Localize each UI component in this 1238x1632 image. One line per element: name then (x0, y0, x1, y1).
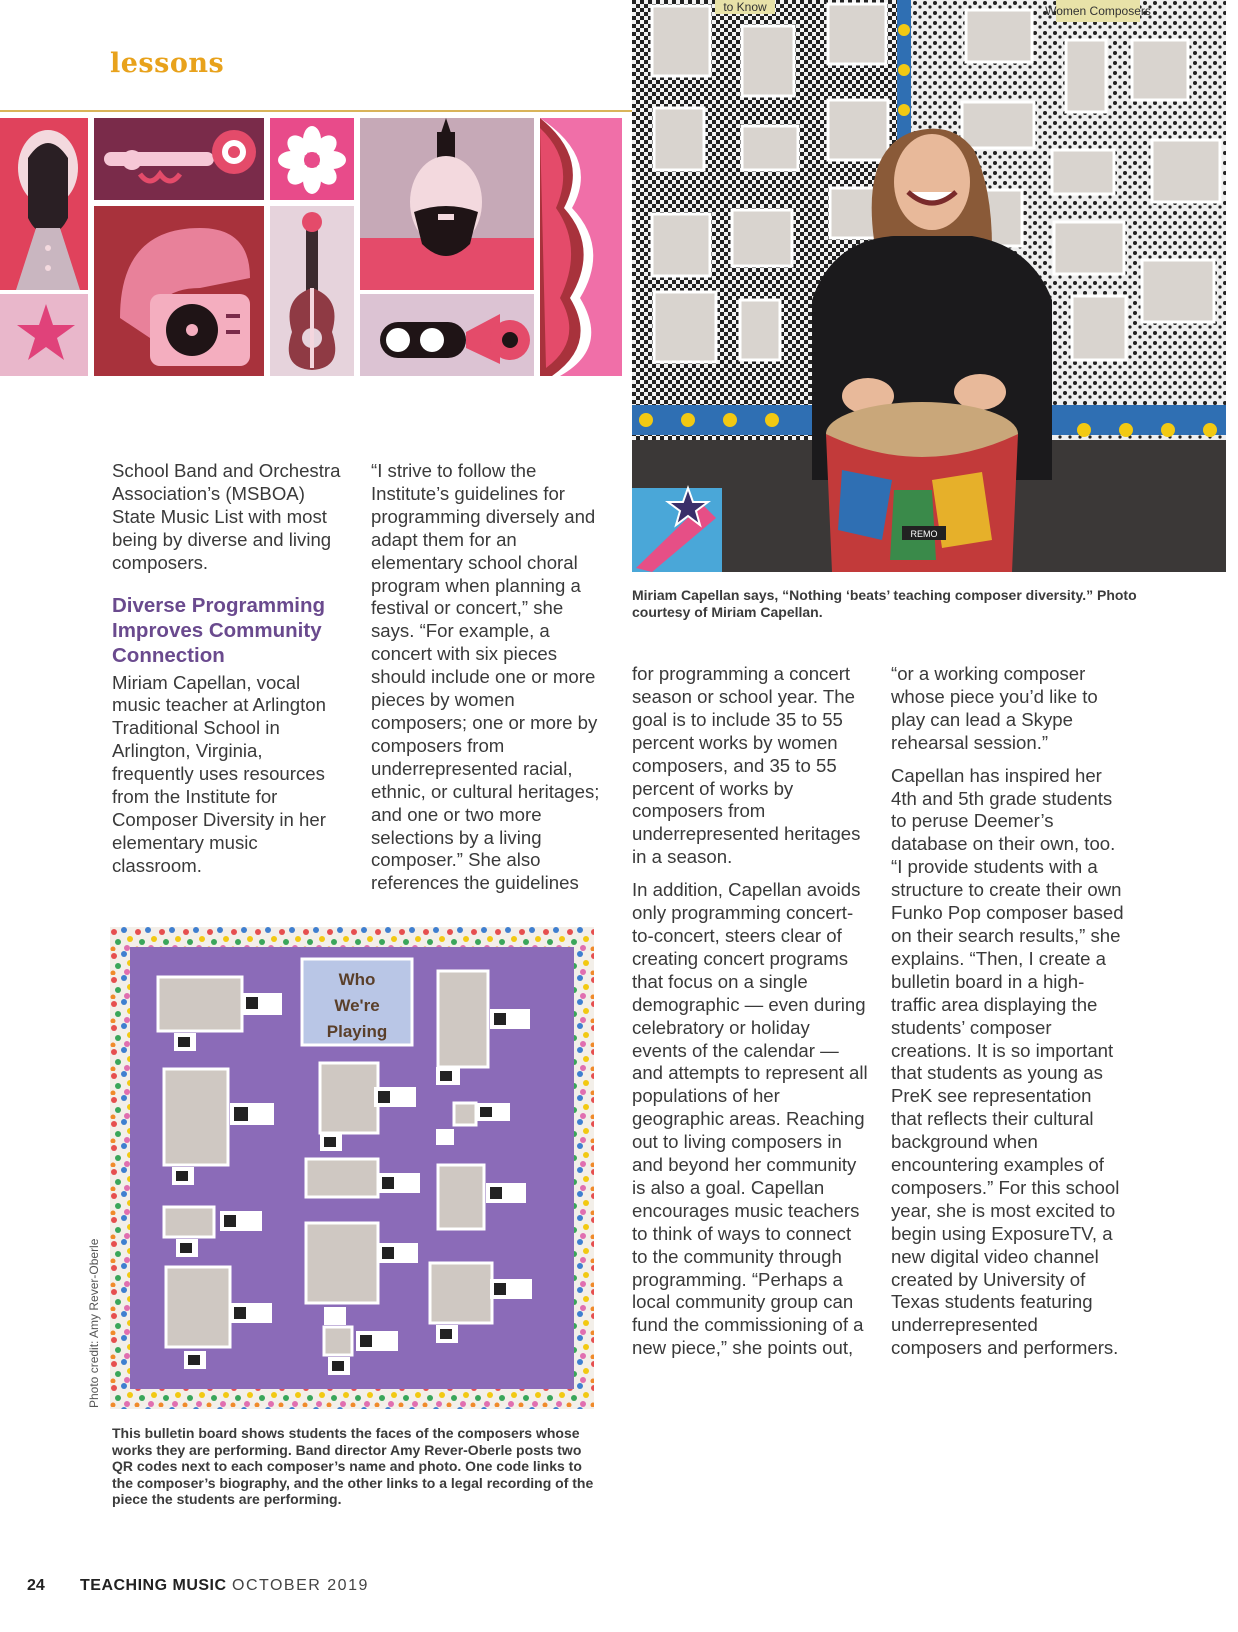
board-title-line-1: Who (338, 970, 376, 989)
column-3 (632, 663, 868, 1370)
col3-para-1: for programming a concert season or school year. The goal is to include 35 to 55 percent works by women composers, and 35 to 55 percent of works by composers from underrepresented heritages in a season. (632, 663, 861, 868)
col4-para-2: Capellan has inspired her 4th and 5th grade students to peruse Deemer’s database on their own, too. “I provide students with a structure to create their own Funko Pop composer based on their search results,” she explains. “Then, I create a bulletin board in a high-traffic area displaying the students’ composer creations. It is so important that students as young as PreK see representation that reflects their cultural background when encountering examples of composers.” For this school year, she is most excited to begin using ExposureTV, a new digital video channel created by University of Texas students featuring underrepresented composers and performers. (891, 764, 1124, 1359)
board-title-line-3: Playing (326, 1022, 388, 1041)
photo-miriam-capellan (632, 0, 1226, 572)
column-2 (371, 460, 607, 905)
footer-page-number (27, 1577, 45, 1595)
caption-bulletin-board: This bulletin board shows students the faces of the composers whose works they are performing. Band director Amy Rever-Oberle posts two QR codes next to each composer’s name and photo. One code links to the composer’s biography, and the other links to a legal recording of the piece the students are performing. (112, 1425, 594, 1507)
footer-magazine (80, 1577, 227, 1595)
sign-to-know: to Know (723, 0, 767, 14)
col1-para: Miriam Capellan, vocal music teacher at Arlington Traditional School in Arlington, Virginia, frequently uses resources from the Institute for Composer Diversity in her elementary music classroom. (112, 671, 326, 876)
column-4 (891, 663, 1127, 1370)
page-number: 24 (27, 1577, 45, 1594)
drum-brand: REMO (910, 529, 938, 539)
col2-para: “I strive to follow the Institute’s guidelines for programming diversely and adapt them for an elementary school choral program when planning a festival or concert,” she says. “For example, a concert with six pieces should include one or more pieces by women composers; one or more by composers from underrepresented racial, ethnic, or cultural heritages; and one or two more selections by a living composer.” She also references the guidelines (371, 460, 600, 894)
issue-date: OCTOBER 2019 (232, 1577, 369, 1594)
col1-intro: School Band and Orchestra Association’s (MSBOA) State Music List with most being by diverse and living composers. (112, 460, 341, 573)
col3-para-2: In addition, Capellan avoids only programming concert-to-concert, steers clear of creating concert programs that focus on a single demographic — even during celebratory or holiday events of the calendar — and attempts to represent all populations of her geographic areas. Reaching out to living composers in and beyond her community is also a goal. Capellan encourages music teachers to think of ways to connect to the community through programming. “Perhaps a local community group can fund the commissioning of a new piece,” she points out, (632, 879, 868, 1359)
caption-top-photo: Miriam Capellan says, “Nothing ‘beats’ teaching composer diversity.” Photo courtesy of Miriam Capellan. (632, 587, 1137, 620)
magazine-title: TEACHING MUSIC (80, 1577, 227, 1594)
board-title-line-2: We're (334, 996, 380, 1015)
header-rule (0, 110, 632, 112)
sign-women-composers: Women Composers (1045, 4, 1151, 18)
photo-credit: Photo credit: Amy Rever-Oberle (87, 1238, 101, 1408)
music-illustration-banner (0, 118, 622, 376)
column-1 (112, 460, 344, 888)
section-label: lessons (110, 48, 225, 79)
col4-para-1: “or a working composer whose piece you’d like to play can lead a Skype rehearsal session.” (891, 663, 1098, 753)
footer-issue (232, 1577, 369, 1595)
photo-bulletin-board (110, 927, 594, 1409)
subhead-diverse-programming: Diverse Programming Improves Community Connection (112, 593, 326, 667)
